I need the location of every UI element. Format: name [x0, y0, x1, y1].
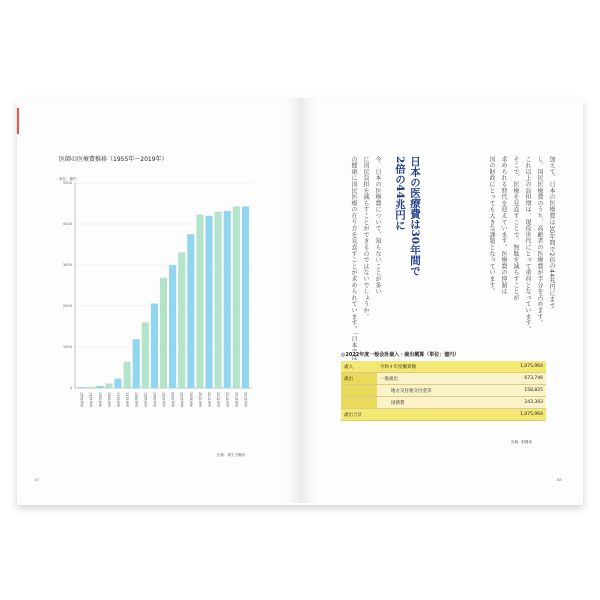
table-cell-category: 歳出合計	[341, 409, 377, 421]
x-tick-label: 1985年度	[143, 392, 148, 407]
body-text-line: 求められる時代を迎えています。医療費の抑制は	[500, 156, 507, 295]
bar	[196, 215, 203, 388]
table-cell-amount: 158,825	[490, 385, 546, 397]
x-tick-label: 2018年度	[234, 392, 239, 407]
table-cell-category	[341, 397, 377, 409]
x-tick-label: 1990年度	[152, 392, 157, 407]
open-book	[17, 98, 583, 503]
table-row	[341, 361, 546, 373]
medical-cost-bar-chart	[17, 98, 301, 503]
x-tick-label: 1960年度	[97, 392, 102, 407]
bar	[242, 206, 249, 388]
bar	[87, 387, 94, 388]
bar	[233, 206, 240, 388]
table-cell-category: 歳出	[341, 373, 377, 385]
x-tick-label: 2019年度	[243, 392, 248, 407]
bar	[224, 211, 231, 388]
body-text-line: 加えて、日本の医療費は30年間で2倍の44兆円にまで	[548, 156, 555, 309]
bar	[187, 234, 194, 388]
x-tick-label: 2016年度	[225, 392, 230, 407]
bar	[78, 387, 85, 388]
table-title: ◎2022年度一般会計歳入・歳出概算（単位：億円）	[341, 352, 460, 358]
y-tick-label: 2000	[62, 304, 72, 309]
x-tick-label: 2005年度	[179, 392, 184, 407]
y-tick-label: 1000	[62, 345, 72, 350]
page-number-right: 88	[557, 478, 562, 482]
bar	[160, 278, 167, 388]
chart-unit-label: 単位：億円	[59, 177, 77, 181]
x-tick-label: 2012年度	[207, 392, 212, 407]
body-text-line: 国の財政にとっても大きな課題となっています。	[488, 156, 495, 295]
table-source: 出典：財務省	[511, 440, 532, 444]
right-page	[301, 98, 583, 503]
chart-title: 医師の医療費推移（1955年～2019年）	[59, 156, 168, 163]
y-tick-label: 4000	[62, 222, 72, 227]
body-text-line: し、国民医療費のうち、高齢者の医療費が半分を占めます。	[536, 156, 543, 327]
bar	[169, 265, 176, 388]
y-tick-label: 0	[69, 386, 72, 391]
x-tick-label: 1955年度	[79, 392, 84, 407]
x-tick-label: 2000年度	[170, 392, 175, 407]
y-tick-label: 3000	[62, 263, 72, 268]
table-cell-name: 地方交付税交付金等	[377, 385, 490, 397]
bar	[178, 252, 185, 388]
x-tick-label: 1965年度	[106, 392, 111, 407]
table-cell-amount: 243,393	[490, 397, 546, 409]
bar	[96, 386, 103, 388]
bar	[105, 383, 112, 388]
section-heading-line-1: 日本の医療費は30年間で	[409, 156, 421, 276]
body-text-line: これ以上の負担増は、現役世代にとって重荷となっています。	[524, 156, 531, 333]
bar	[114, 379, 121, 388]
table-cell-name: 国債費	[377, 397, 490, 409]
table-row-total	[341, 409, 546, 421]
table-cell-amount: 1,075,964	[490, 409, 546, 421]
body-text-line: 今、日本の医療費について、知らないことが多い	[374, 156, 381, 295]
x-tick-label: 2008年度	[188, 392, 193, 407]
table-cell-name: 令和４年度概算額	[377, 361, 490, 373]
x-tick-label: 1995年度	[161, 392, 166, 407]
table-row	[341, 373, 546, 385]
table-cell-name	[377, 409, 490, 421]
body-text-line: そこで、医療を見直すことで、無駄を減らすことが	[512, 156, 519, 301]
bar	[151, 304, 158, 388]
bar	[124, 362, 131, 388]
body-text-line: の健康に国民医療の在り方を見直すことが求められています。「日本では	[350, 156, 357, 361]
body-text-line: に国民負担を減らすことができるのではないでしょうか。	[362, 156, 369, 320]
table-cell-amount: 673,746	[490, 373, 546, 385]
y-tick-label: 5000	[62, 181, 72, 186]
x-tick-label: 2010年度	[197, 392, 202, 407]
x-tick-label: 1975年度	[125, 392, 130, 407]
bar	[142, 322, 149, 388]
table-row	[341, 385, 546, 397]
x-tick-label: 2014年度	[216, 392, 221, 407]
left-page	[17, 98, 302, 503]
table-cell-category	[341, 385, 377, 397]
page-number-left: 87	[35, 478, 40, 482]
section-heading-line-2: 2倍の44兆円に	[394, 156, 406, 231]
x-tick-label: 1957年度	[88, 392, 93, 407]
bar	[133, 339, 140, 388]
table-row	[341, 397, 546, 409]
chart-source: 出典：厚生労働省	[217, 453, 245, 457]
table-cell-name: 一般歳出	[377, 373, 490, 385]
bar	[205, 216, 212, 388]
bar	[215, 212, 222, 388]
budget-table	[341, 361, 546, 421]
x-tick-label: 1970年度	[115, 392, 120, 407]
x-tick-label: 1980年度	[134, 392, 139, 407]
table-cell-category: 歳入	[341, 361, 377, 373]
table-cell-amount: 1,075,964	[490, 361, 546, 373]
